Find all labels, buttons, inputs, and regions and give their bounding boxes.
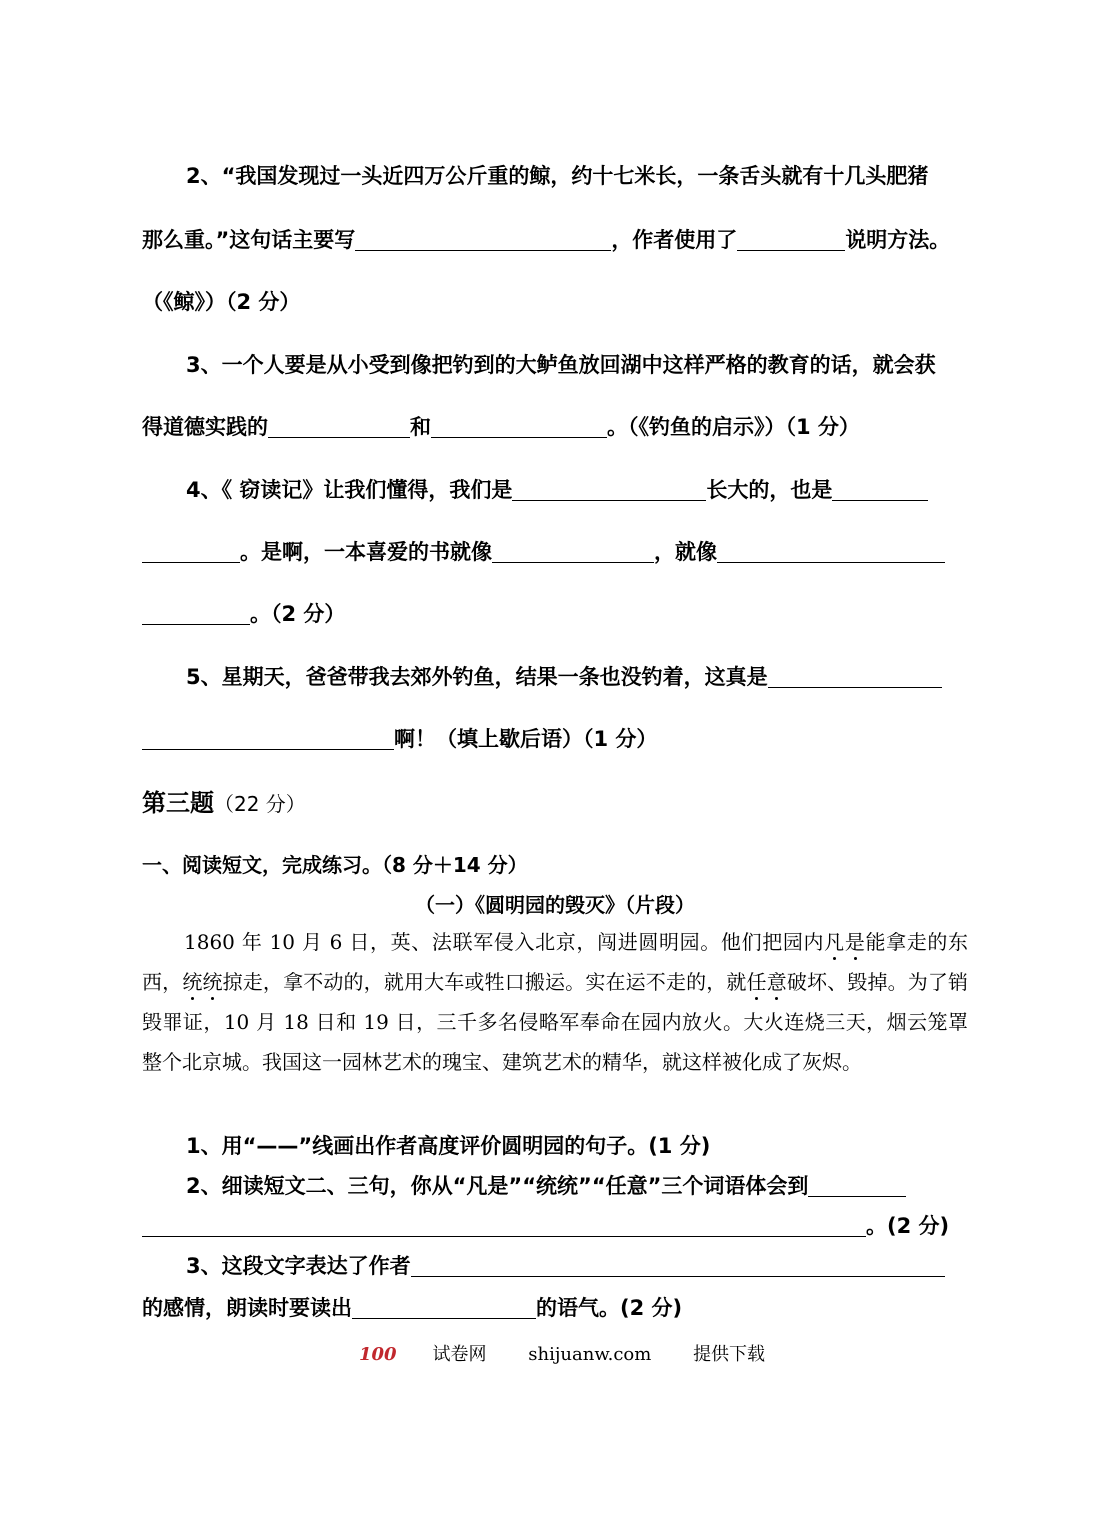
q4-text-a2: 长大的，也是 xyxy=(706,478,833,502)
q2-text-b3: 说明方法。 xyxy=(845,228,951,252)
emphasis-shi: 是 xyxy=(844,930,866,954)
q5-text-b1: 啊！（填上歇后语）（1 分） xyxy=(394,727,658,751)
sub-q3-text-a: 3、这段文字表达了作者 xyxy=(186,1254,411,1278)
q4-blank-5[interactable] xyxy=(717,540,945,563)
sub-q2-line-2 xyxy=(142,1210,970,1240)
q5-blank-1[interactable] xyxy=(768,665,942,688)
part-1-text: 一、阅读短文，完成练习。（8 分＋14 分） xyxy=(142,853,528,877)
site-name: 试卷网 xyxy=(432,1344,487,1365)
q3-line-1 xyxy=(142,349,970,379)
emphasis-ren: 任 xyxy=(746,970,767,994)
q5-line-2 xyxy=(142,723,970,753)
sub-q3-line-1 xyxy=(142,1250,970,1280)
emphasis-tong-1: 统 xyxy=(182,970,203,994)
q4-text-b1: 。是啊，一本喜爱的书就像 xyxy=(240,540,492,564)
section-3-title: 第三题 xyxy=(142,789,214,817)
q3-text-a: 3、一个人要是从小受到像把钓到的大鲈鱼放回湖中这样严格的教育的话，就会获 xyxy=(186,353,936,377)
q3-text-b1: 得道德实践的 xyxy=(142,415,268,439)
emphasis-tong-2: 统 xyxy=(202,970,223,994)
q2-text-b1: 那么重。”这句话主要写 xyxy=(142,228,356,252)
sub-q3-line-2 xyxy=(142,1292,970,1322)
q4-line-1 xyxy=(142,474,970,504)
q5-text-a1: 5、星期天，爸爸带我去郊外钓鱼，结果一条也没钓着，这真是 xyxy=(186,665,768,689)
emphasis-yi: 意 xyxy=(766,970,787,994)
passage-s1: 1860 年 10 月 6 日，英、法联军侵入北京，闯进圆明园。他们把园内 xyxy=(184,930,825,954)
q2-text-c: （《鲸》）（2 分） xyxy=(142,290,301,314)
q4-blank-1[interactable] xyxy=(512,478,706,501)
sub-q2-line-1 xyxy=(142,1170,970,1200)
site-domain[interactable]: shijuanw.com xyxy=(528,1344,652,1365)
q3-blank-1[interactable] xyxy=(268,415,410,438)
footer-note: 提供下载 xyxy=(693,1344,766,1365)
q4-blank-4[interactable] xyxy=(492,540,654,563)
q4-text-a1: 4、《 窃读记》让我们懂得，我们是 xyxy=(186,478,513,502)
emphasis-fan: 凡 xyxy=(824,930,845,954)
q2-text-a: 2、“我国发现过一头近四万公斤重的鲸，约十七米长，一条舌头就有十几头肥猪 xyxy=(186,164,929,188)
q4-blank-2[interactable] xyxy=(832,478,928,501)
sub-q3-text-b2: 的语气。(2 分) xyxy=(536,1296,683,1320)
sub-q2-text-b: 。(2 分) xyxy=(866,1214,950,1238)
q2-line-3 xyxy=(142,286,970,316)
q3-text-b3: 。（《钓鱼的启示》）（1 分） xyxy=(607,415,860,439)
q4-text-c1: 。（2 分） xyxy=(250,602,346,626)
q3-blank-2[interactable] xyxy=(431,415,607,438)
sub-q1-text: 1、用“——”线画出作者高度评价圆明园的句子。(1 分) xyxy=(186,1134,711,1158)
q3-line-2 xyxy=(142,411,970,441)
q4-text-b2: ，就像 xyxy=(654,540,717,564)
part-1-instruction xyxy=(142,849,970,878)
q2-line-1 xyxy=(142,160,970,190)
sub-q2-text-a: 2、细读短文二、三句，你从“凡是”“统统”“任意”三个词语体会到 xyxy=(186,1174,809,1198)
q2-text-b2: ，作者使用了 xyxy=(611,228,738,252)
q3-text-b2: 和 xyxy=(410,415,431,439)
q4-line-3 xyxy=(142,598,970,628)
sub-q3-text-b1: 的感情，朗读时要读出 xyxy=(142,1296,352,1320)
sub-q1 xyxy=(142,1130,970,1160)
sub-q2-blank-1[interactable] xyxy=(808,1174,906,1197)
footer xyxy=(0,1340,1106,1366)
q2-line-2 xyxy=(142,224,970,254)
passage-s3: 掠走，拿不动的，就用大车或牲口搬运。实在运不走的，就 xyxy=(222,970,747,994)
passage-title-text: （一）《圆明园的毁灭》（片段） xyxy=(415,893,695,917)
passage-s2: 能拿走的东西， xyxy=(142,930,969,994)
passage-title xyxy=(142,889,968,918)
site-logo: 100 xyxy=(358,1344,397,1365)
passage-s4: 破坏、毁掉。为了销毁罪证，10 月 18 日和 19 日，三千多名侵略军奉命在园内放火。大火连烧三天，烟云笼罩整个北京城。我国这一园林艺术的瑰宝、建筑艺术的精华，就这样被化成了灰烬。 xyxy=(142,970,969,1074)
section-3-score: （22 分） xyxy=(214,792,306,816)
q2-blank-2[interactable] xyxy=(737,228,845,251)
q2-blank-1[interactable] xyxy=(355,228,611,251)
q4-blank-6[interactable] xyxy=(142,602,250,625)
sub-q3-blank-1[interactable] xyxy=(411,1254,945,1277)
passage-body xyxy=(142,922,968,1082)
sub-q3-blank-2[interactable] xyxy=(352,1296,536,1319)
q4-blank-3[interactable] xyxy=(142,540,240,563)
q5-blank-2[interactable] xyxy=(142,727,394,750)
q4-line-2 xyxy=(142,536,970,566)
sub-q2-blank-2[interactable] xyxy=(142,1214,866,1237)
section-3-heading xyxy=(142,783,970,818)
q5-line-1 xyxy=(142,661,970,691)
